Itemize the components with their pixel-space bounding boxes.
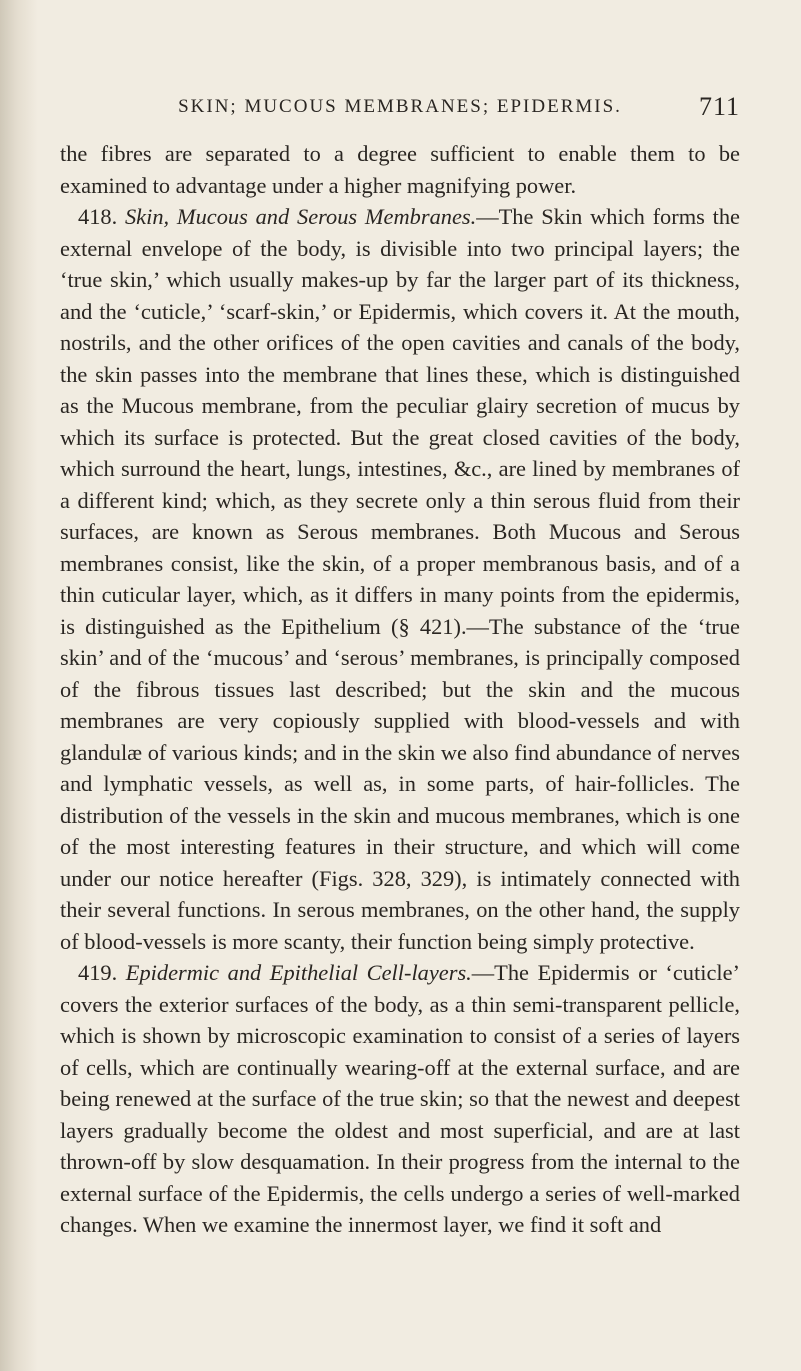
paragraph-text: the fibres are separated to a degree sufficient to enable them to be examined to advantage under a higher magnifying power. xyxy=(60,141,740,198)
running-head-title: SKIN; MUCOUS MEMBRANES; EPIDERMIS. xyxy=(178,96,622,117)
paragraph-heading: Skin, Mucous and Serous Membranes. xyxy=(124,204,477,229)
paragraph-text: —The Epidermis or ‘cuticle’ covers the exterior surfaces of the body, as a thin semi-transparent pellicle, which is shown by microscopic examination to consist of a series of layers of cells, which are continually wearing-off at the external surface, and are being renewed at the surface of the true skin; so that the newest and deepest layers gradually become the oldest and most superficial, and are at last thrown-off by slow desquamation. In their progress from the internal to the external surface of the Epidermis, the cells undergo a series of well-marked changes. When we examine the innermost layer, we find it soft and xyxy=(60,960,740,1237)
book-page xyxy=(60,0,740,1371)
page-gutter-shadow xyxy=(0,0,38,1371)
paragraph-text: —The Skin which forms the external envelope of the body, is divisible into two principal layers; the ‘true skin,’ which usually makes-up by far the larger part of its thickness, and the ‘cuticle,’ ‘scarf-skin,’ or Epidermis, which covers it. At the mouth, nostrils, and the other orifices of the open cavities and canals of the body, the skin passes into the membrane that lines these, which is distinguished as the Mucous membrane, from the peculiar glairy secretion of mucus by which its surface is protected. But the great closed cavities of the body, which surround the heart, lungs, intestines, &c., are lined by membranes of a different kind; which, as they secrete only a thin serous fluid from their surfaces, are known as Serous membranes. Both Mucous and Serous membranes consist, like the skin, of a proper membranous basis, and of a thin cuticular layer, which, as it differs in many points from the epidermis, is distinguished as the Epithelium (§ 421).—The substance of the ‘true skin’ and of the ‘mucous’ and ‘serous’ membranes, is principally composed of the fibrous tissues last described; but the skin and the mucous membranes are very copiously supplied with blood-vessels and with glandulæ of various kinds; and in the skin we also find abundance of nerves and lymphatic vessels, as well as, in some parts, of hair-follicles. The distribution of the vessels in the skin and mucous membranes, which is one of the most interesting features in their structure, and which will come under our notice hereafter (Figs. 328, 329), is intimately connected with their several functions. In serous membranes, on the other hand, the supply of blood-vessels is more scanty, their function being simply protective. xyxy=(60,204,740,954)
paragraph-number: 418. xyxy=(78,204,118,229)
paragraph-continuation xyxy=(60,138,740,201)
page-number: 711 xyxy=(698,92,740,121)
paragraph-418 xyxy=(60,201,740,957)
paragraph-heading: Epidermic and Epithelial Cell-layers. xyxy=(125,960,472,985)
running-head xyxy=(60,92,740,126)
paragraph-number: 419. xyxy=(78,960,118,985)
paragraph-419 xyxy=(60,957,740,1241)
body-text xyxy=(60,138,740,1241)
